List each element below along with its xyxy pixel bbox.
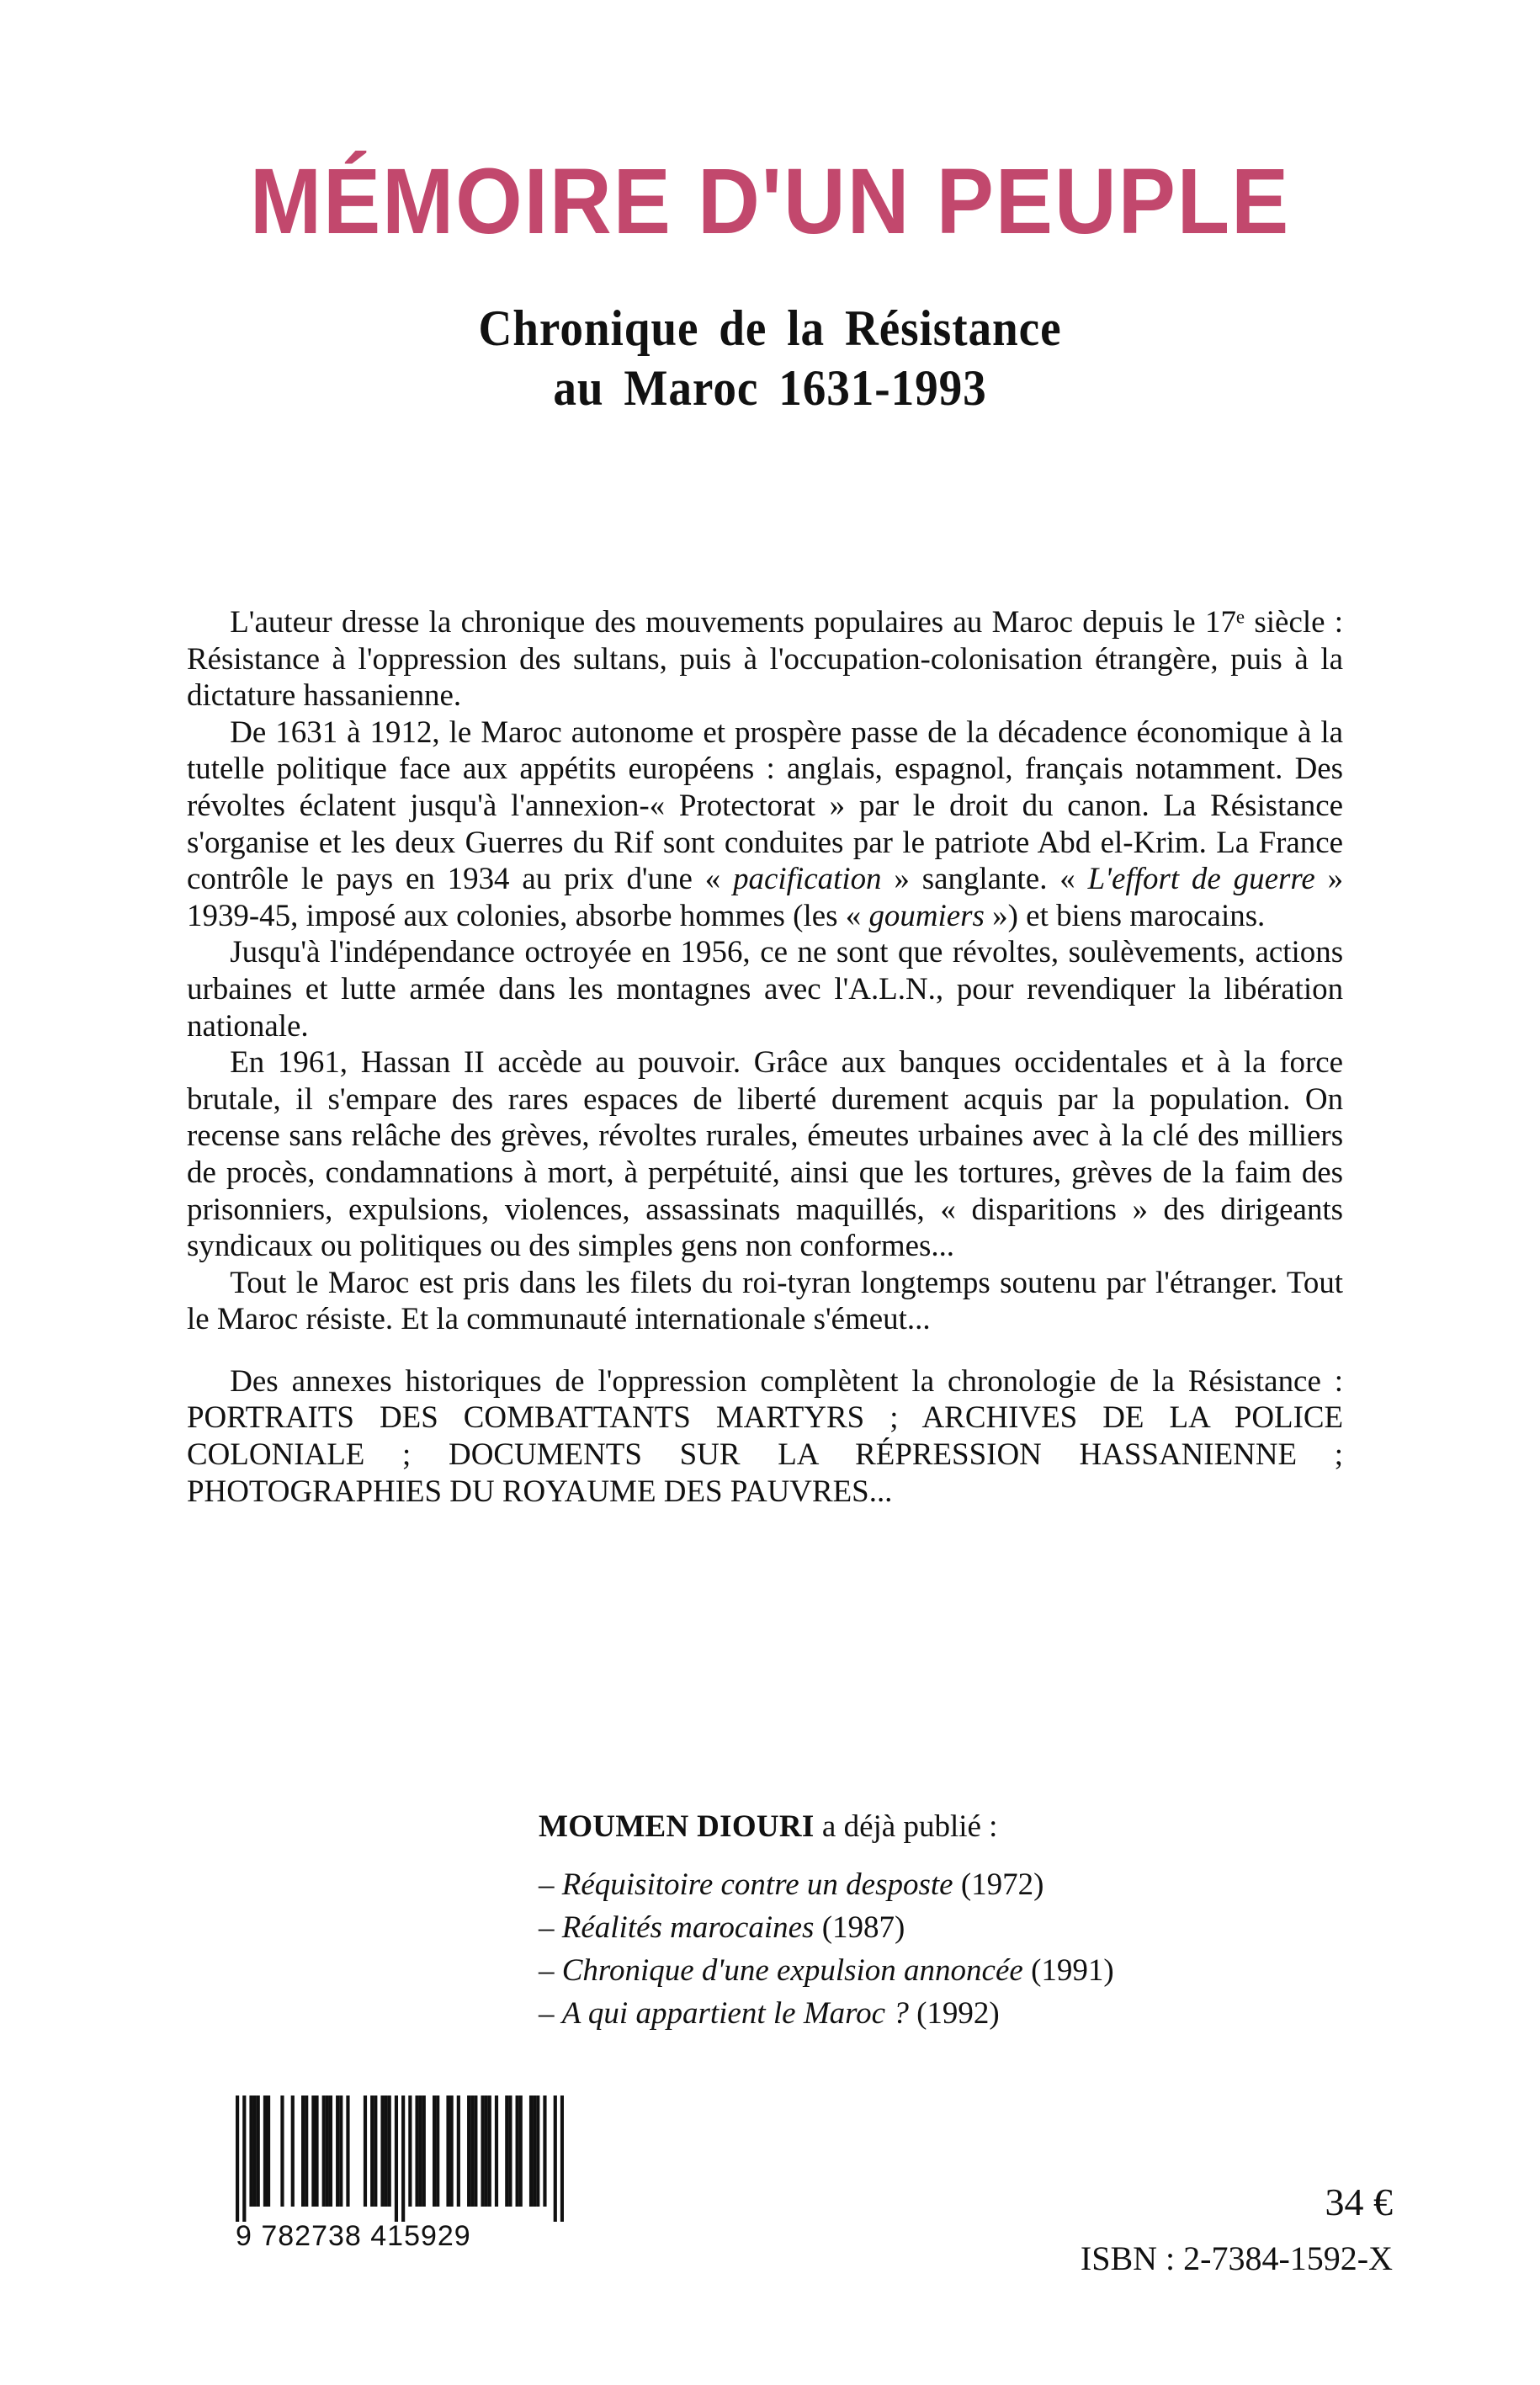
blurb-text (187, 604, 1343, 1510)
book-year: (1992) (916, 1996, 1000, 2031)
author-bibliography (539, 1805, 1338, 2035)
subtitle-line-1: Chronique de la Résistance (478, 300, 1062, 356)
main-title: MÉMOIRE D'UN PEUPLE (249, 150, 1291, 253)
blurb-paragraph-2 (187, 714, 1343, 935)
blurb-paragraph-4: En 1961, Hassan II accède au pouvoir. Grâce aux banques occidentales et à la force brutale, il s'empare des rares espaces de liberté durement acquis par la population. On recense sans relâche des grèves, révoltes rurales, émeutes urbaines avec à la clé des milliers de procès, condamnations à mort, à perpétuité, ainsi que les tortures, grèves de la faim des prisonniers, expulsions, violences, assassinats maquillés, « disparitions » des dirigeants syndicaux ou politiques ou des simples gens non conformes... (187, 1045, 1344, 1264)
barcode-area (236, 2096, 572, 2253)
book-list-item (539, 1906, 1338, 1949)
book-year: (1991) (1031, 1953, 1114, 1988)
p2-italic-goumiers: goumiers (868, 898, 985, 933)
p2-italic-effort-de-guerre: L'effort de guerre (1087, 862, 1315, 897)
book-year: (1987) (821, 1910, 905, 1945)
blurb-paragraph-6: Des annexes historiques de l'oppression complètent la chronologie de la Résistance : PORTRAITS DES COMBATTANTS MARTYRS ; ARCHIVES DE LA POLICE COLONIALE ; DOCUMENTS SUR LA RÉPRESSION HASSANIENNE ; PHOTOGRAPHIES DU ROYAUME DES PAUVRES... (187, 1363, 1344, 1509)
list-dash: – (539, 1867, 555, 1902)
p1-ordinal: e (1235, 606, 1245, 629)
blurb-paragraph-3: Jusqu'à l'indépendance octroyée en 1956, ce ne sont que révoltes, soulèvements, actions urbaines et lutte armée dans les montagnes avec l'A.L.N., pour revendiquer la libération nationale. (187, 935, 1344, 1044)
list-dash: – (539, 1910, 555, 1945)
subtitle-block (0, 299, 1540, 418)
price-label: 34 € (1325, 2180, 1393, 2223)
title-block (0, 150, 1540, 253)
blurb-paragraph-1 (187, 604, 1343, 714)
p2-part2: » sanglante. « (881, 862, 1088, 897)
book-title: Réquisitoire contre un desposte (561, 1867, 953, 1902)
p1-part1: L'auteur dresse la chronique des mouvements populaires au Maroc depuis le 17 (230, 605, 1236, 640)
book-list-item (539, 1949, 1338, 1992)
blurb-paragraph-5: Tout le Maroc est pris dans les filets du roi-tyran longtemps soutenu par l'étranger. Tout le Maroc résiste. Et la communauté internationale s'émeut... (187, 1265, 1344, 1337)
list-dash: – (539, 1953, 555, 1988)
p2-part1: De 1631 à 1912, le Maroc autonome et prospère passe de la décadence économique à la tutelle politique face aux appétits européens : anglais, espagnol, français notamment. Des révoltes éclatent jusqu'à l'annexion-« Protectorat » par le droit du canon. La Résistance s'organise et les deux Guerres du Rif sont conduites par le patriote Abd el-Krim. La France contrôle le pays en 1934 au prix d'une « (187, 714, 1344, 897)
p2-part3: » 1939-45, imposé aux colonies, absorbe hommes (les « (187, 862, 1344, 933)
p1-part2: siècle : Résistance à l'oppression des sultans, puis à l'occupation-colonisation étrangère, puis à la dictature hassanienne. (187, 605, 1344, 714)
book-list-item (539, 1863, 1338, 1906)
ean13-barcode (236, 2096, 564, 2222)
isbn-label: ISBN : 2-7384-1592-X (1080, 2239, 1393, 2277)
author-name: MOUMEN DIOURI (539, 1809, 815, 1844)
barcode-digits: 9 782738 415929 (236, 2220, 471, 2252)
book-title: Réalités marocaines (561, 1910, 815, 1945)
subtitle-line-2: au Maroc 1631-1993 (553, 359, 987, 416)
author-intro-suffix: a déjà publié : (814, 1809, 998, 1844)
book-title: A qui appartient le Maroc ? (561, 1996, 909, 2031)
p2-italic-pacification: pacification (733, 862, 882, 897)
list-dash: – (539, 1996, 555, 2031)
p2-part4: ») et biens marocains. (984, 898, 1266, 933)
book-title: Chronique d'une expulsion annoncée (561, 1953, 1023, 1988)
book-year: (1972) (960, 1867, 1044, 1902)
book-list-item (539, 1992, 1338, 2035)
author-intro (539, 1805, 1338, 1848)
